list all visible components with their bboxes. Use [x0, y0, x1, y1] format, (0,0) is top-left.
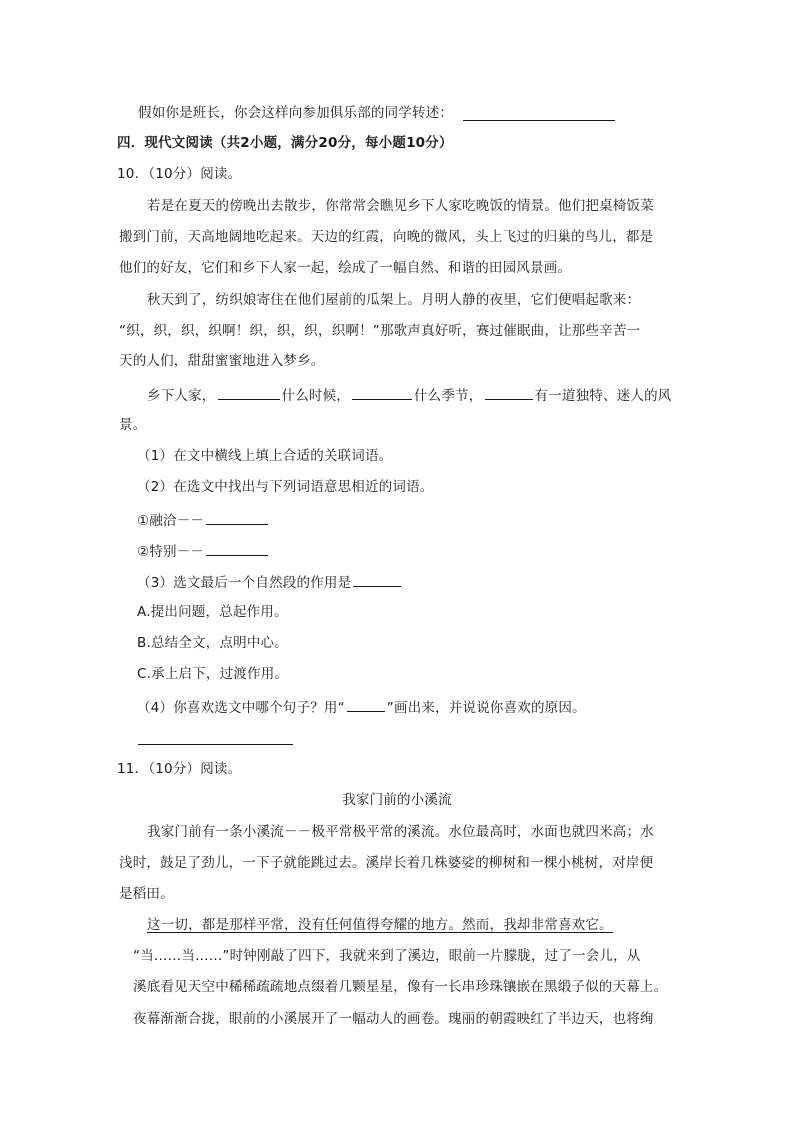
fill-blank-2[interactable]: [352, 385, 412, 400]
answer-blank[interactable]: [463, 120, 615, 121]
q10-header: 10．（10分）阅读。: [117, 166, 242, 182]
q11-p1-line3: 是稻田。: [119, 886, 174, 902]
fill-blank-rongqia[interactable]: [206, 510, 268, 525]
fill-blank-tebie[interactable]: [206, 541, 268, 556]
intro-line: [138, 104, 453, 122]
sub4-post: ”画出来，并说说你喜欢的原因。: [386, 700, 586, 716]
sub2-a-label: ①融洽－－: [137, 513, 205, 529]
q10-option-c[interactable]: C.承上启下，过渡作用。: [137, 666, 289, 682]
p3-part-4: 有一道独特、迷人的风: [534, 388, 672, 404]
fill-blank-3[interactable]: [485, 385, 533, 400]
sub3-text: （3）选文最后一个自然段的作用是: [137, 575, 352, 591]
q11-title: 我家门前的小溪流: [342, 792, 452, 808]
q10-sub3: [137, 572, 403, 592]
q10-option-a[interactable]: A.提出问题，总起作用。: [137, 604, 288, 620]
q11-header: 11．（10分）阅读。: [117, 761, 242, 777]
q11-p4-line1: 夜幕渐渐合拢，眼前的小溪展开了一幅动人的画卷。瑰丽的朝霞映红了半边天，也将绚: [133, 1011, 654, 1027]
fill-blank-sub3[interactable]: [353, 572, 401, 587]
answer-line-sub4[interactable]: [138, 744, 293, 745]
intro-text: 假如你是班长，你会这样向参加俱乐部的同学转述：: [138, 105, 454, 121]
q10-p1-line2: 搬到门前，天高地阔地吃起来。天边的红霞，向晚的微风，头上飞过的归巢的鸟儿，都是: [119, 229, 654, 245]
p3-part-3: 什么季节，: [414, 388, 483, 404]
section-heading: 四．现代文阅读（共2小题，满分20分，每小题10分）: [117, 135, 453, 151]
q11-p1-line2: 浅时，鼓足了劲儿，一下子就能跳过去。溪岸长着几株婆娑的柳树和一棵小桃树，对岸便: [119, 855, 654, 871]
q11-p3-line1: “当……当……”时钟刚敲了四下，我就来到了溪边，眼前一片朦胧，过了一会儿，从: [133, 948, 641, 964]
q10-sub2-a: [137, 510, 270, 530]
q11-p2-underlined: 这一切，都是那样平常，没有任何值得夸耀的地方。然而，我却非常喜欢它。: [147, 917, 613, 933]
q11-p1-line1: 我家门前有一条小溪流－－极平常极平常的溪流。水位最高时，水面也就四米高；水: [147, 824, 654, 840]
q11-p3-line2: 溪底看见天空中稀稀疏疏地点缀着几颗星星，像有一长串珍珠镶嵌在黑缎子似的天幕上。: [133, 979, 668, 995]
p3-part-2: 什么时候，: [281, 388, 350, 404]
q10-p2-line2: “织，织，织，织啊！织，织，织，织啊！”那歌声真好听，赛过催眠曲，让那些辛苦一: [119, 323, 641, 339]
q10-p3-line1: [147, 385, 672, 405]
q10-p2-line3: 天的人们，甜甜蜜蜜地进入梦乡。: [119, 353, 325, 369]
q10-sub1: （1）在文中横线上填上合适的关联词语。: [137, 448, 393, 464]
q10-option-b[interactable]: B.总结全文，点明中心。: [137, 635, 288, 651]
sub4-pre: （4）你喜欢选文中哪个句子？用“: [137, 700, 345, 716]
q10-p2-line1: 秋天到了，纺织娘寄住在他们屋前的瓜架上。月明人静的夜里，它们便唱起歌来：: [147, 292, 641, 308]
q10-p1-line1: 若是在夏天的傍晚出去散步，你常常会瞧见乡下人家吃晚饭的情景。他们把桌椅饭菜: [147, 198, 654, 214]
q10-p3-line2: 景。: [119, 417, 147, 433]
q10-sub4: [137, 697, 586, 717]
q10-p1-line3: 他们的好友，它们和乡下人家一起，绘成了一幅自然、和谐的田园风景画。: [119, 260, 572, 276]
fill-blank-1[interactable]: [218, 385, 280, 400]
p3-part-1: 乡下人家，: [147, 388, 216, 404]
sub2-b-label: ②特别－－: [137, 544, 205, 560]
q10-sub2: （2）在选文中找出与下列词语意思相近的词语。: [137, 479, 434, 495]
q10-sub2-b: [137, 541, 270, 561]
underline-sample: [347, 697, 385, 712]
